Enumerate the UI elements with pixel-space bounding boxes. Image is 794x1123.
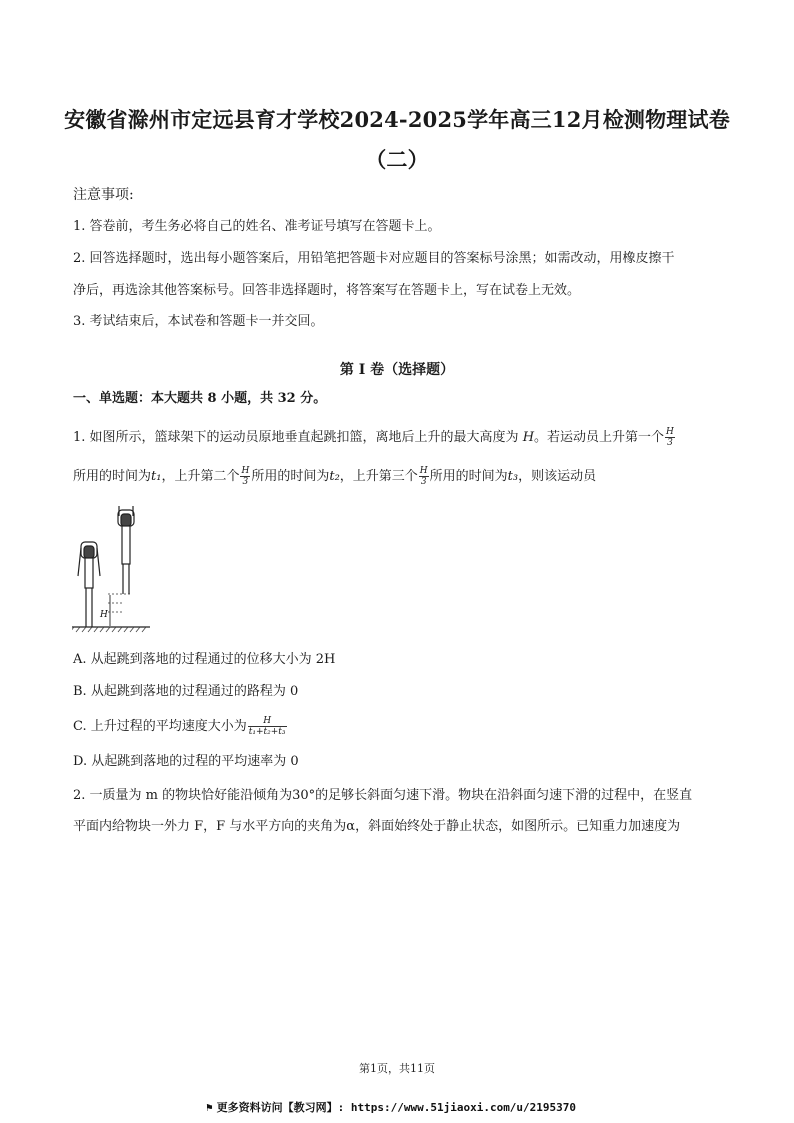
q1-option-c-text: C. 上升过程的平均速度大小为: [73, 719, 247, 734]
exam-subtitle: （二）: [365, 147, 429, 172]
q1-fraction-2: $\frac{H}{3}$: [241, 466, 250, 487]
resource-link[interactable]: [206, 1099, 576, 1115]
page-number: 第1页，共11页: [359, 1062, 435, 1075]
q1-option-c-fraction: $\frac{H}{\text{t₁+t₂+t₃}}$: [248, 716, 286, 737]
notice-item-3: 3. 考试结束后，本试卷和答题卡一并交回。: [73, 314, 324, 329]
basketball-jump-figure: [72, 506, 152, 634]
q2-line1: 2. 一质量为 m 的物块恰好能沿倾角为30°的足够长斜面匀速下滑。物块在沿斜面匀速下滑的过程中，在竖直: [73, 788, 693, 803]
q1-t1: t₁: [151, 469, 162, 484]
notice-item-2-cont: 净后，再选涂其他答案标号。回答非选择题时，将答案写在答题卡上，写在试卷上无效。: [73, 283, 581, 298]
section-subtitle: 一、单选题：本大题共 8 小题，共 32 分。: [73, 391, 327, 406]
q1-option-a: A. 从起跳到落地的过程通过的位移大小为 2H: [73, 652, 336, 667]
q1-var-h: H: [522, 430, 535, 445]
flag-icon: ⚑: [206, 1101, 213, 1114]
resource-link-text[interactable]: 更多资料访问【教习网】: https://www.51jiaoxi.com/u/2195370: [216, 1101, 577, 1114]
q1-option-d: D. 从起跳到落地的过程的平均速率为 0: [73, 754, 299, 769]
q1-text-c: 所用的时间为: [73, 469, 152, 484]
q1-t2: t₂: [329, 469, 340, 484]
q1-text-f: ，上升第三个: [339, 469, 418, 484]
q1-option-b: B. 从起跳到落地的过程通过的路程为 0: [73, 684, 299, 699]
q1-text-b: 。若运动员上升第一个: [534, 430, 665, 445]
figure-h-label: H: [100, 610, 108, 620]
exam-title: 安徽省滁州市定远县育才学校2024-2025学年高三12月检测物理试卷: [64, 107, 730, 132]
q1-text-e: 所用的时间为: [251, 469, 330, 484]
q1-fraction-1: $\frac{H}{3}$: [666, 427, 674, 448]
notice-heading: 注意事项:: [73, 187, 134, 203]
q1-line2: [73, 466, 596, 487]
q1-t3: t₃: [507, 469, 519, 484]
section-title: 第 I 卷（选择题）: [339, 362, 455, 378]
q1-text-h: ，则该运动员: [518, 469, 597, 484]
q1-text-d: ，上升第二个: [161, 469, 240, 484]
q1-option-c: [73, 716, 288, 737]
notice-item-1: 1. 答卷前，考生务必将自己的姓名、准考证号填写在答题卡上。: [73, 219, 441, 234]
notice-item-2: 2. 回答选择题时，选出每小题答案后，用铅笔把答题卡对应题目的答案标号涂黑；如需改动，用橡皮擦干: [73, 251, 675, 266]
q1-text-a: 1. 如图所示，篮球架下的运动员原地垂直起跳扣篮，离地后上升的最大高度为: [73, 430, 519, 445]
q2-line2: 平面内给物块一外力 F，F 与水平方向的夹角为α，斜面始终处于静止状态，如图所示。已知重力加速度为: [73, 819, 681, 834]
q1-line1: [73, 427, 676, 448]
q1-fraction-3: $\frac{H}{3}$: [419, 466, 428, 487]
q1-text-g: 所用的时间为: [429, 469, 508, 484]
